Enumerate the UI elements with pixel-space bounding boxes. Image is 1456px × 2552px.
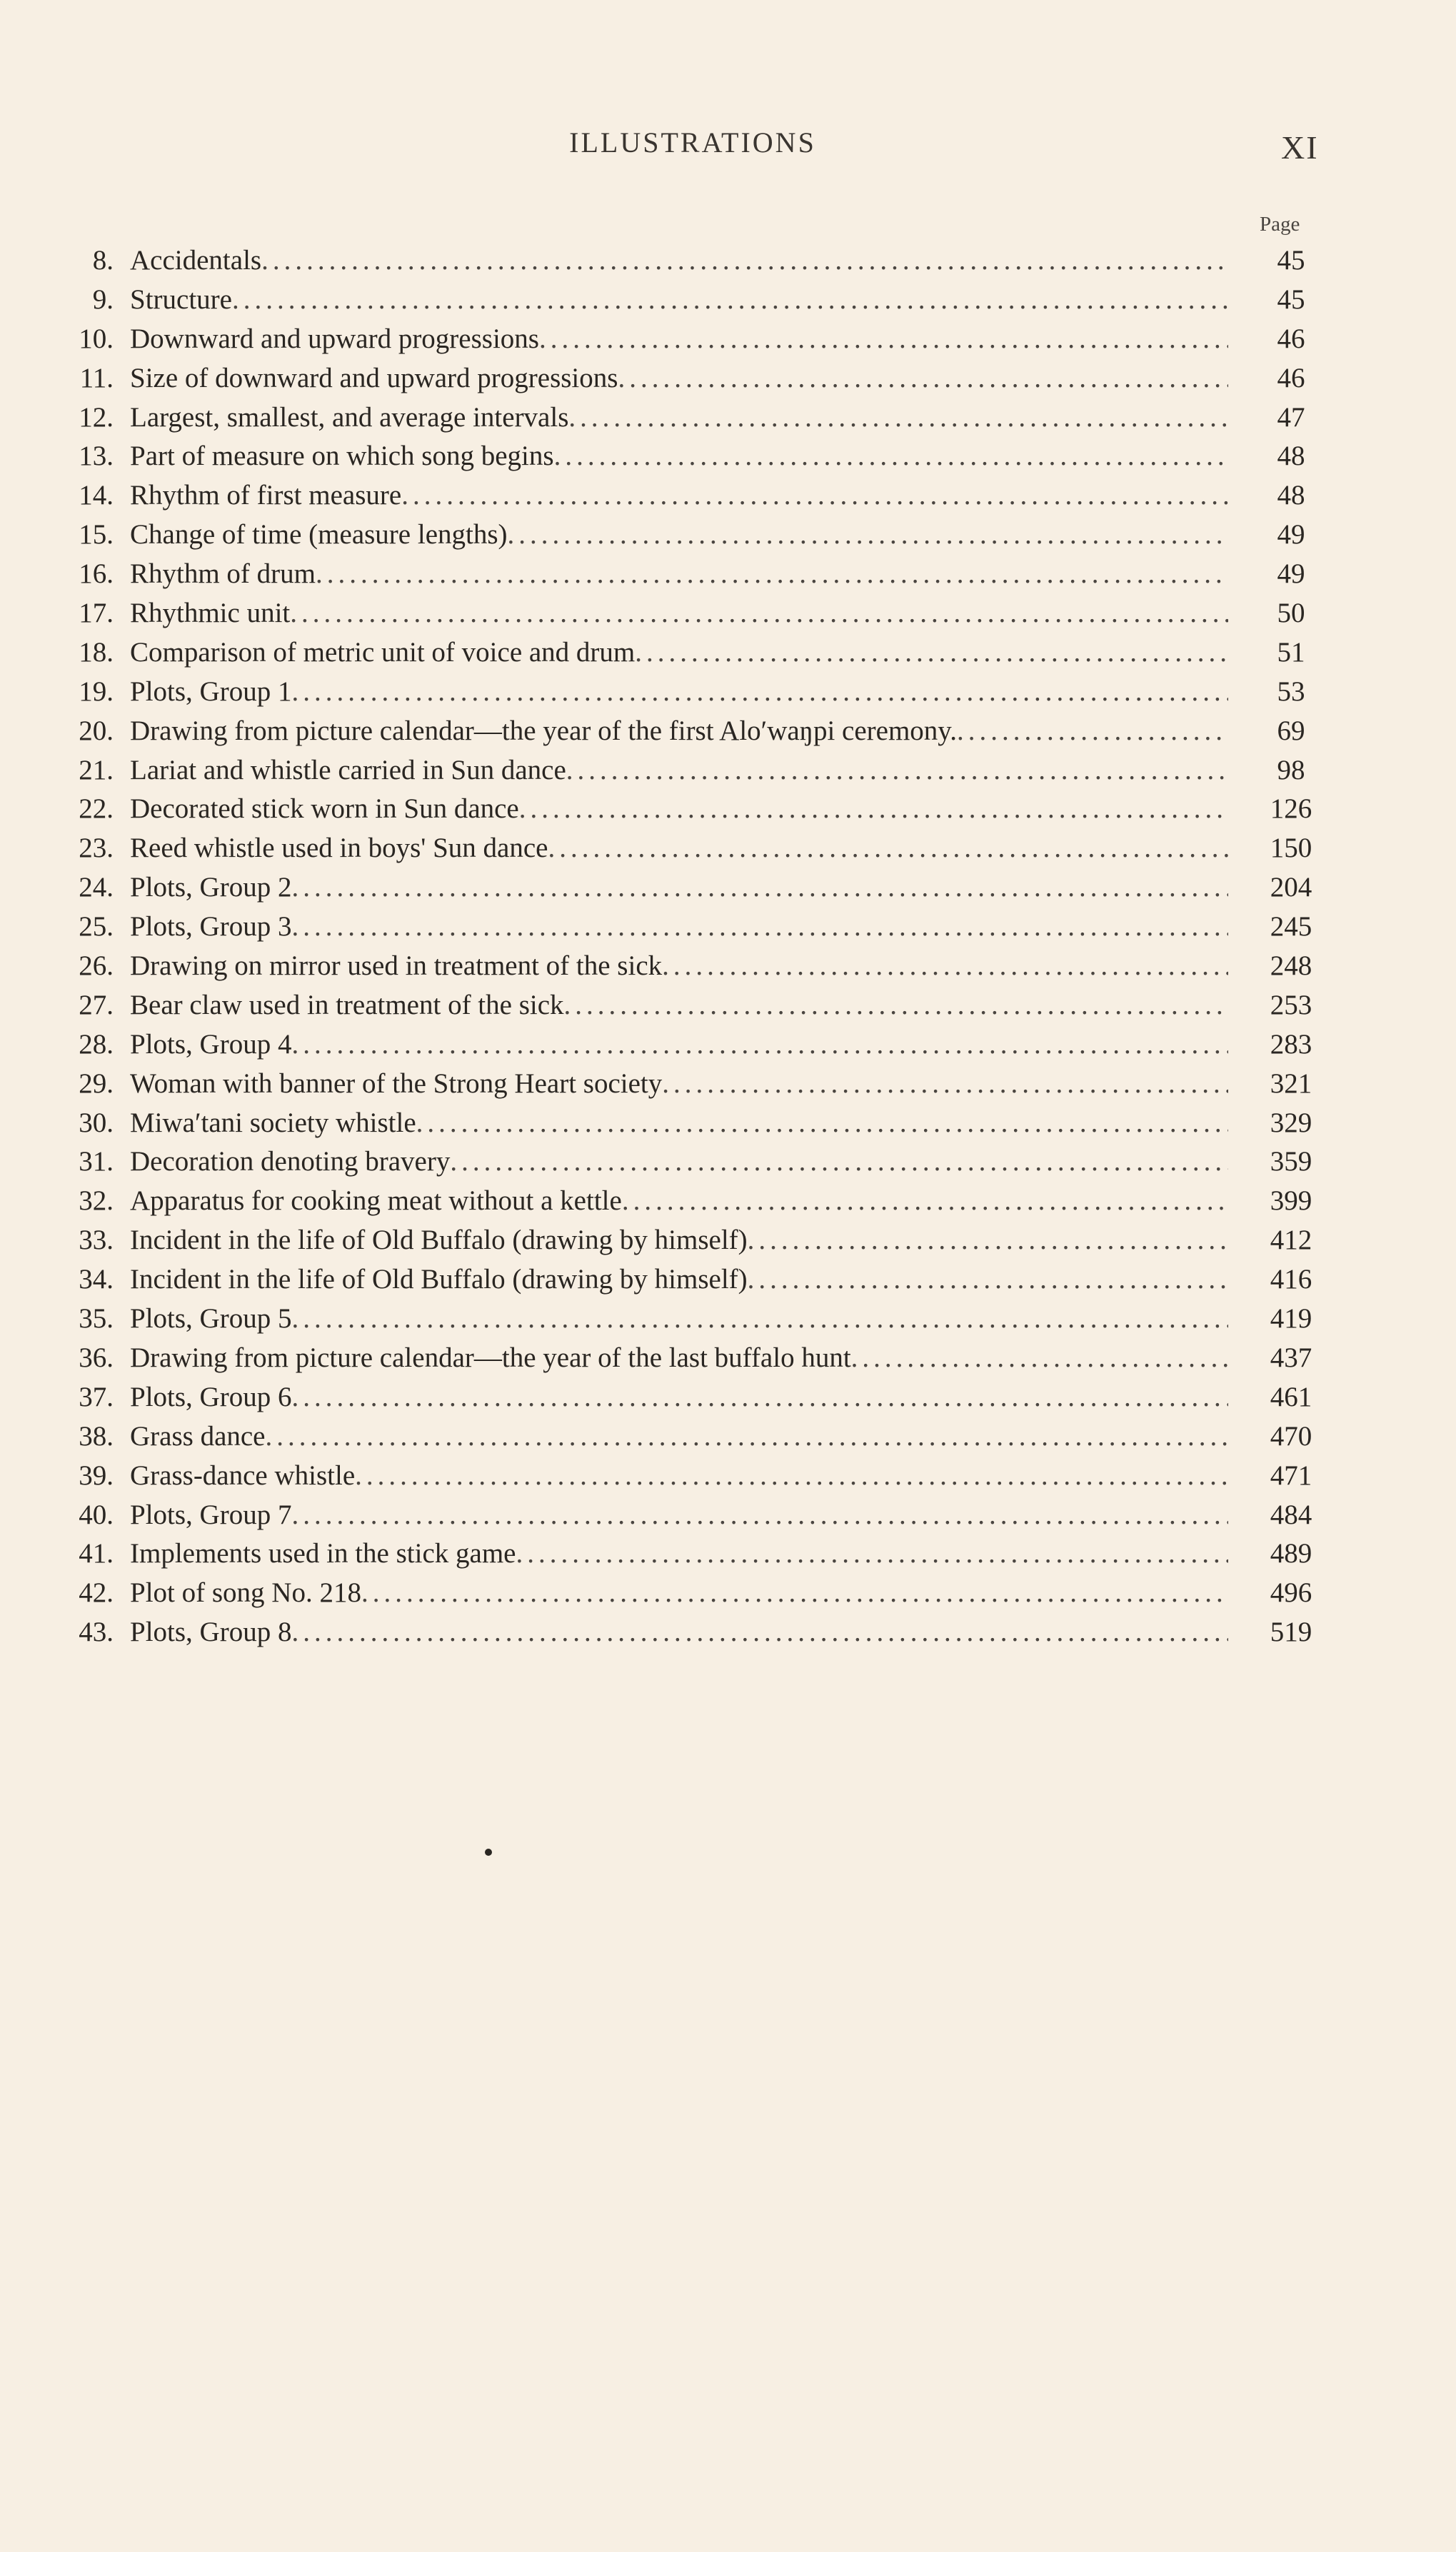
dot-leader xyxy=(539,320,1228,359)
list-item xyxy=(0,633,1456,673)
dot-leader xyxy=(361,1574,1228,1613)
entry-line xyxy=(130,320,1228,359)
entry-title: Decoration denoting bravery xyxy=(130,1146,451,1177)
list-item xyxy=(0,516,1456,555)
dot-leader xyxy=(291,1613,1228,1652)
entry-line xyxy=(130,1065,1228,1104)
entry-line xyxy=(130,1339,1228,1378)
dot-leader xyxy=(291,1378,1228,1417)
entry-line xyxy=(130,1300,1228,1339)
list-item xyxy=(0,398,1456,438)
entry-number: 38. xyxy=(79,1420,114,1452)
entry-page: 416 xyxy=(1270,1264,1312,1295)
entry-number: 42. xyxy=(79,1577,114,1609)
entry-number: 8. xyxy=(92,245,114,276)
list-item xyxy=(0,1378,1456,1417)
entry-line xyxy=(130,398,1228,438)
list-item xyxy=(0,281,1456,320)
dot-leader xyxy=(290,594,1228,633)
entry-line xyxy=(130,1182,1228,1221)
entry-title: Plots, Group 3 xyxy=(130,911,292,943)
entry-number: 11. xyxy=(79,362,114,393)
dot-leader xyxy=(662,1065,1228,1104)
entry-number: 14. xyxy=(79,480,114,511)
list-item xyxy=(0,1457,1456,1496)
entry-page: 51 xyxy=(1277,636,1305,668)
entry-title: Largest, smallest, and average intervals xyxy=(130,401,569,433)
entry-number: 21. xyxy=(79,754,114,785)
entry-line xyxy=(130,1378,1228,1417)
list-item xyxy=(0,359,1456,398)
entry-line xyxy=(130,673,1228,712)
entry-line xyxy=(130,476,1228,516)
entry-line xyxy=(130,1260,1228,1300)
list-item xyxy=(0,947,1456,986)
entry-line xyxy=(130,947,1228,986)
list-item xyxy=(0,1417,1456,1457)
dot-leader xyxy=(508,516,1229,555)
dot-leader xyxy=(291,673,1228,712)
entry-number: 9. xyxy=(92,283,114,315)
entry-title: Lariat and whistle carried in Sun dance xyxy=(130,754,566,785)
entry-page: 47 xyxy=(1277,401,1305,433)
entry-line xyxy=(130,437,1228,476)
dot-leader xyxy=(568,398,1228,438)
list-item xyxy=(0,868,1456,908)
running-title: ILLUSTRATIONS xyxy=(569,126,816,159)
entry-title: Plot of song No. 218 xyxy=(130,1577,361,1609)
entry-title: Reed whistle used in boys' Sun dance xyxy=(130,833,548,864)
dot-leader xyxy=(355,1457,1228,1496)
entry-line xyxy=(130,986,1228,1025)
entry-title: Part of measure on which song begins xyxy=(130,441,554,472)
list-item xyxy=(0,673,1456,712)
entry-page: 49 xyxy=(1277,558,1305,590)
entry-title: Grass-dance whistle xyxy=(130,1460,356,1491)
entry-number: 34. xyxy=(79,1264,114,1295)
entry-number: 37. xyxy=(79,1381,114,1412)
dot-leader xyxy=(516,1534,1228,1574)
entry-title: Downward and upward progressions xyxy=(130,323,539,354)
entry-title: Plots, Group 2 xyxy=(130,872,292,903)
entry-line xyxy=(130,516,1228,555)
dot-leader xyxy=(566,751,1228,790)
entry-title: Rhythm of drum xyxy=(130,558,316,590)
entry-title: Woman with banner of the Strong Heart society xyxy=(130,1067,663,1099)
dot-leader xyxy=(316,555,1228,594)
dot-leader xyxy=(232,281,1228,320)
running-page-number: XI xyxy=(1281,129,1319,166)
entry-title: Incident in the life of Old Buffalo (drawing by himself) xyxy=(130,1264,748,1295)
entry-number: 15. xyxy=(79,519,114,551)
entry-line xyxy=(130,241,1228,281)
entry-page: 461 xyxy=(1270,1381,1312,1412)
entry-page: 496 xyxy=(1270,1577,1312,1609)
entry-line xyxy=(130,1534,1228,1574)
entry-number: 30. xyxy=(79,1107,114,1138)
entry-number: 28. xyxy=(79,1028,114,1060)
entry-line xyxy=(130,712,1228,751)
entry-title: Structure xyxy=(130,283,232,315)
dot-leader xyxy=(851,1339,1228,1378)
entry-line xyxy=(130,555,1228,594)
list-item xyxy=(0,594,1456,633)
entry-number: 13. xyxy=(79,441,114,472)
entry-number: 36. xyxy=(79,1342,114,1373)
dot-leader xyxy=(618,359,1228,398)
entry-line xyxy=(130,790,1228,829)
dot-leader xyxy=(450,1142,1228,1182)
list-item xyxy=(0,751,1456,790)
dot-leader xyxy=(291,908,1228,947)
entry-title: Plots, Group 7 xyxy=(130,1499,292,1530)
entry-line xyxy=(130,1142,1228,1182)
illustration-list xyxy=(0,241,1456,1652)
dot-leader xyxy=(635,633,1228,673)
list-item xyxy=(0,1025,1456,1065)
entry-title: Drawing from picture calendar—the year of the last buffalo hunt xyxy=(130,1342,851,1373)
entry-title: Drawing from picture calendar—the year of the first Alo′waŋpi ceremony. xyxy=(130,715,958,746)
dot-leader xyxy=(662,947,1228,986)
list-item xyxy=(0,555,1456,594)
entry-title: Rhythmic unit xyxy=(130,598,291,629)
entry-page: 126 xyxy=(1270,793,1312,825)
list-item xyxy=(0,790,1456,829)
entry-number: 29. xyxy=(79,1067,114,1099)
entry-page: 359 xyxy=(1270,1146,1312,1177)
list-item xyxy=(0,437,1456,476)
entry-title: Size of downward and upward progressions xyxy=(130,362,618,393)
entry-page: 283 xyxy=(1270,1028,1312,1060)
entry-title: Plots, Group 6 xyxy=(130,1381,292,1412)
list-item xyxy=(0,1182,1456,1221)
list-item xyxy=(0,986,1456,1025)
entry-title: Rhythm of first measure xyxy=(130,480,402,511)
entry-line xyxy=(130,633,1228,673)
entry-number: 41. xyxy=(79,1538,114,1569)
entry-page: 419 xyxy=(1270,1303,1312,1335)
dot-leader xyxy=(416,1104,1228,1143)
entry-title: Plots, Group 5 xyxy=(130,1303,292,1335)
entry-page: 46 xyxy=(1277,362,1305,393)
entry-page: 437 xyxy=(1270,1342,1312,1373)
entry-number: 20. xyxy=(79,715,114,746)
entry-page: 48 xyxy=(1277,441,1305,472)
entry-line xyxy=(130,1417,1228,1457)
list-item xyxy=(0,1534,1456,1574)
entry-number: 12. xyxy=(79,401,114,433)
dot-leader xyxy=(261,241,1228,281)
entry-line xyxy=(130,594,1228,633)
entry-line xyxy=(130,868,1228,908)
entry-title: Change of time (measure lengths) xyxy=(130,519,508,551)
entry-page: 48 xyxy=(1277,480,1305,511)
entry-number: 32. xyxy=(79,1185,114,1217)
dot-leader xyxy=(291,1496,1228,1535)
entry-line xyxy=(130,359,1228,398)
entry-page: 471 xyxy=(1270,1460,1312,1491)
dot-leader xyxy=(291,1300,1228,1339)
dot-leader xyxy=(554,437,1228,476)
list-item xyxy=(0,908,1456,947)
entry-number: 24. xyxy=(79,872,114,903)
entry-page: 329 xyxy=(1270,1107,1312,1138)
entry-page: 50 xyxy=(1277,598,1305,629)
entry-line xyxy=(130,908,1228,947)
entry-title: Drawing on mirror used in treatment of the sick xyxy=(130,950,663,982)
dot-leader xyxy=(564,986,1228,1025)
entry-title: Incident in the life of Old Buffalo (drawing by himself) xyxy=(130,1225,748,1256)
entry-page: 98 xyxy=(1277,754,1305,785)
entry-line xyxy=(130,751,1228,790)
list-item xyxy=(0,1613,1456,1652)
dot-leader xyxy=(291,868,1228,908)
entry-number: 19. xyxy=(79,675,114,707)
entry-title: Plots, Group 4 xyxy=(130,1028,292,1060)
entry-number: 17. xyxy=(79,598,114,629)
entry-page: 519 xyxy=(1270,1617,1312,1648)
entry-page: 45 xyxy=(1277,283,1305,315)
entry-number: 31. xyxy=(79,1146,114,1177)
entry-number: 39. xyxy=(79,1460,114,1491)
entry-page: 53 xyxy=(1277,675,1305,707)
dot-leader xyxy=(748,1260,1228,1300)
entry-number: 18. xyxy=(79,636,114,668)
list-item xyxy=(0,1104,1456,1143)
entry-page: 45 xyxy=(1277,245,1305,276)
dot-leader xyxy=(401,476,1228,516)
page-column-label: Page xyxy=(1260,213,1300,236)
entry-title: Implements used in the stick game xyxy=(130,1538,516,1569)
entry-page: 399 xyxy=(1270,1185,1312,1217)
entry-title: Comparison of metric unit of voice and drum xyxy=(130,636,636,668)
entry-number: 35. xyxy=(79,1303,114,1335)
entry-page: 321 xyxy=(1270,1067,1312,1099)
list-item xyxy=(0,1065,1456,1104)
entry-number: 40. xyxy=(79,1499,114,1530)
entry-title: Plots, Group 1 xyxy=(130,675,292,707)
list-item xyxy=(0,1142,1456,1182)
dot-leader xyxy=(622,1182,1228,1221)
list-item xyxy=(0,829,1456,868)
entry-number: 27. xyxy=(79,989,114,1020)
entry-page: 49 xyxy=(1277,519,1305,551)
entry-page: 204 xyxy=(1270,872,1312,903)
list-item xyxy=(0,320,1456,359)
dot-leader xyxy=(266,1417,1229,1457)
entry-title: Bear claw used in treatment of the sick xyxy=(130,989,564,1020)
entry-page: 484 xyxy=(1270,1499,1312,1530)
entry-title: Apparatus for cooking meat without a kettle xyxy=(130,1185,622,1217)
entry-page: 470 xyxy=(1270,1420,1312,1452)
entry-page: 150 xyxy=(1270,833,1312,864)
entry-number: 16. xyxy=(79,558,114,590)
entry-number: 33. xyxy=(79,1225,114,1256)
entry-title: Decorated stick worn in Sun dance xyxy=(130,793,519,825)
entry-number: 23. xyxy=(79,833,114,864)
entry-line xyxy=(130,281,1228,320)
list-item xyxy=(0,241,1456,281)
list-item xyxy=(0,1496,1456,1535)
entry-title: Miwa′tani society whistle xyxy=(130,1107,416,1138)
list-item xyxy=(0,712,1456,751)
entry-line xyxy=(130,1574,1228,1613)
entry-page: 69 xyxy=(1277,715,1305,746)
entry-line xyxy=(130,829,1228,868)
list-item xyxy=(0,476,1456,516)
entry-number: 22. xyxy=(79,793,114,825)
entry-number: 25. xyxy=(79,911,114,943)
entry-line xyxy=(130,1457,1228,1496)
dot-leader xyxy=(548,829,1228,868)
entry-line xyxy=(130,1613,1228,1652)
entry-title: Plots, Group 8 xyxy=(130,1617,292,1648)
stray-mark xyxy=(485,1849,492,1856)
entry-line xyxy=(130,1025,1228,1065)
list-item xyxy=(0,1574,1456,1613)
entry-line xyxy=(130,1221,1228,1260)
entry-line xyxy=(130,1104,1228,1143)
entry-page: 245 xyxy=(1270,911,1312,943)
list-item xyxy=(0,1300,1456,1339)
dot-leader xyxy=(957,712,1228,751)
entry-page: 46 xyxy=(1277,323,1305,354)
list-item xyxy=(0,1221,1456,1260)
entry-page: 489 xyxy=(1270,1538,1312,1569)
entry-page: 248 xyxy=(1270,950,1312,982)
entry-number: 26. xyxy=(79,950,114,982)
entry-number: 10. xyxy=(79,323,114,354)
list-item xyxy=(0,1339,1456,1378)
list-item xyxy=(0,1260,1456,1300)
dot-leader xyxy=(291,1025,1228,1065)
entry-line xyxy=(130,1496,1228,1535)
dot-leader xyxy=(519,790,1228,829)
entry-title: Grass dance xyxy=(130,1420,266,1452)
entry-page: 412 xyxy=(1270,1225,1312,1256)
entry-number: 43. xyxy=(79,1617,114,1648)
dot-leader xyxy=(748,1221,1228,1260)
entry-title: Accidentals xyxy=(130,245,262,276)
entry-page: 253 xyxy=(1270,989,1312,1020)
